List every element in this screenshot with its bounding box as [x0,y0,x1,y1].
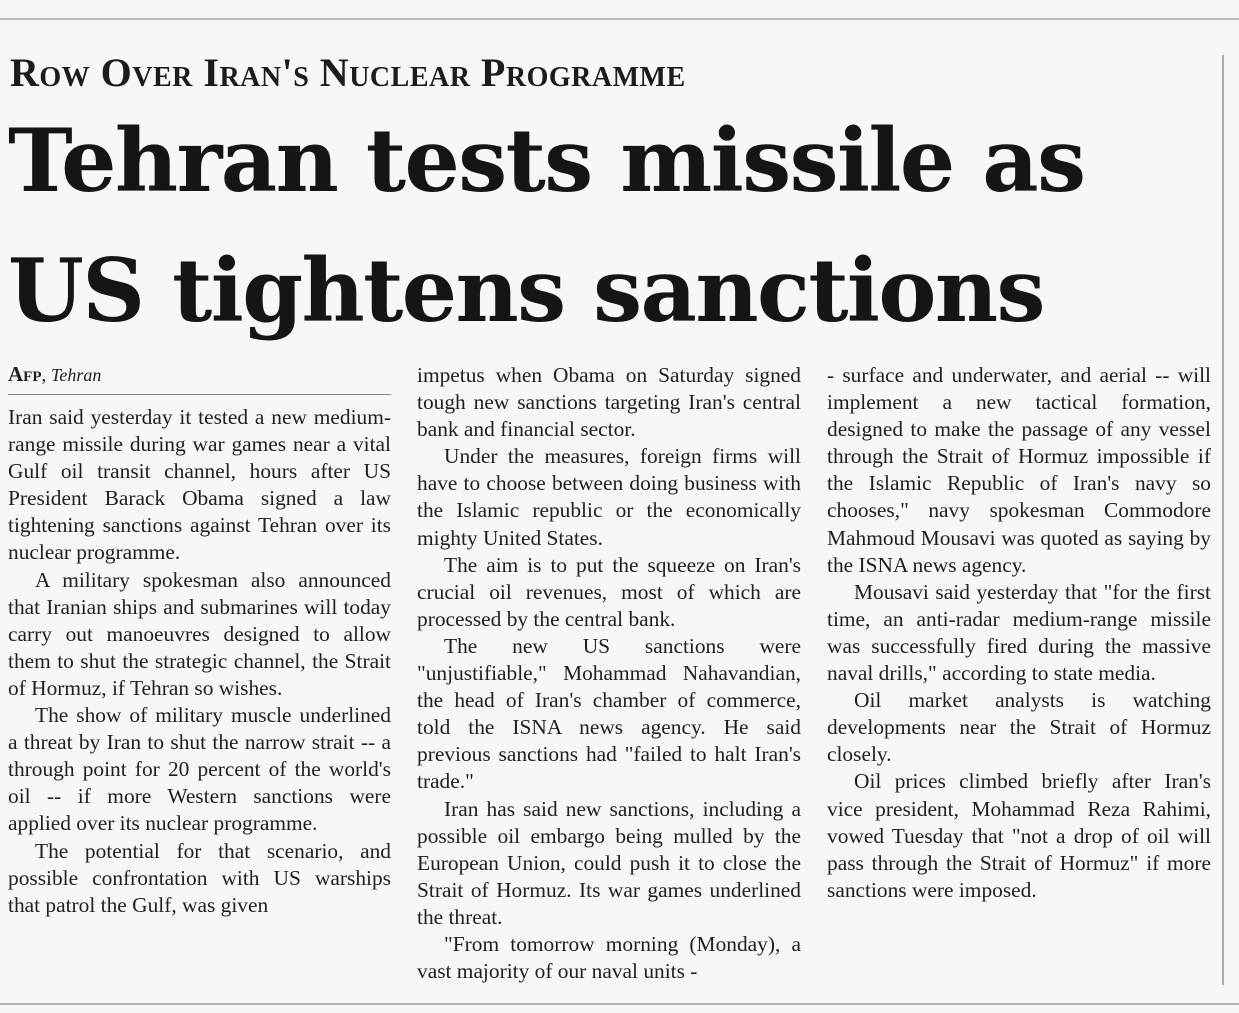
paragraph: Under the measures, foreign firms will have to choose between doing business with the Islamic republic or the economically mighty United States. [417,444,801,550]
paragraph: Iran said yesterday it tested a new medium-range missile during war games near a vital Gulf oil transit channel, hours after US President Barack Obama signed a law tightening sanctions against Tehran over its nuclear programme. [8,405,391,565]
paragraph: The aim is to put the squeeze on Iran's crucial oil revenues, most of which are processed by the central bank. [417,552,801,631]
right-column-rule [1222,55,1224,985]
top-rule [0,18,1239,20]
article-column-1 [8,362,391,987]
headline [8,96,1220,356]
paragraph: "From tomorrow morning (Monday), a vast majority of our naval units - [417,931,801,984]
headline-line-1: Tehran tests missile as [8,109,1085,212]
headline-line-2: US tightens sanctions [8,239,1044,342]
paragraph: impetus when Obama on Saturday signed tough new sanctions targeting Iran's central bank and financial sector. [417,363,801,442]
byline-separator: , [41,365,51,386]
paragraph: Oil prices climbed briefly after Iran's vice president, Mohammad Reza Rahimi, vowed Tuesday that "not a drop of oil will pass through the Strait of Hormuz" if more sanctions were imposed. [827,769,1211,902]
paragraph: Mousavi said yesterday that "for the first time, an anti-radar medium-range missile was successfully fired during the massive naval drills," according to state media. [827,579,1211,686]
paragraph: Oil market analysts is watching developments near the Strait of Hormuz closely. [827,688,1211,767]
paragraph: The potential for that scenario, and possible confrontation with US warships that patrol the Gulf, was given [8,838,391,917]
paragraph: A military spokesman also announced that Iranian ships and submarines will today carry out manoeuvres designed to allow them to shut the strategic channel, the Strait of Hormuz, if Tehran so wishes. [8,567,391,700]
kicker: Row Over Iran's Nuclear Programme [10,50,686,95]
byline-dateline: Tehran [51,365,102,385]
article-column-2 [417,362,801,987]
paragraph: The new US sanctions were "unjustifiable," Mohammad Nahavandian, the head of Iran's chamber of commerce, told the ISNA news agency. He said previous sanctions had "failed to halt Iran's trade." [417,633,801,794]
paragraph: Iran has said new sanctions, including a possible oil embargo being mulled by the European Union, could push it to close the Strait of Hormuz. Its war games underlined the threat. [417,796,801,929]
paragraph: - surface and underwater, and aerial -- will implement a new tactical formation, designed to make the passage of any vessel through the Strait of Hormuz impossible if the Islamic Republic of Iran's navy so chooses," navy spokesman Commodore Mahmoud Mousavi was quoted as saying by the ISNA news agency. [827,363,1211,577]
bottom-rule [0,1003,1239,1005]
byline [8,362,391,395]
byline-agency: Afp [8,362,42,386]
paragraph: The show of military muscle underlined a threat by Iran to shut the narrow strait -- a through point for 20 percent of the world's oil -- if more Western sanctions were applied over its nuclear programme. [8,703,391,836]
article-column-3 [827,362,1211,987]
